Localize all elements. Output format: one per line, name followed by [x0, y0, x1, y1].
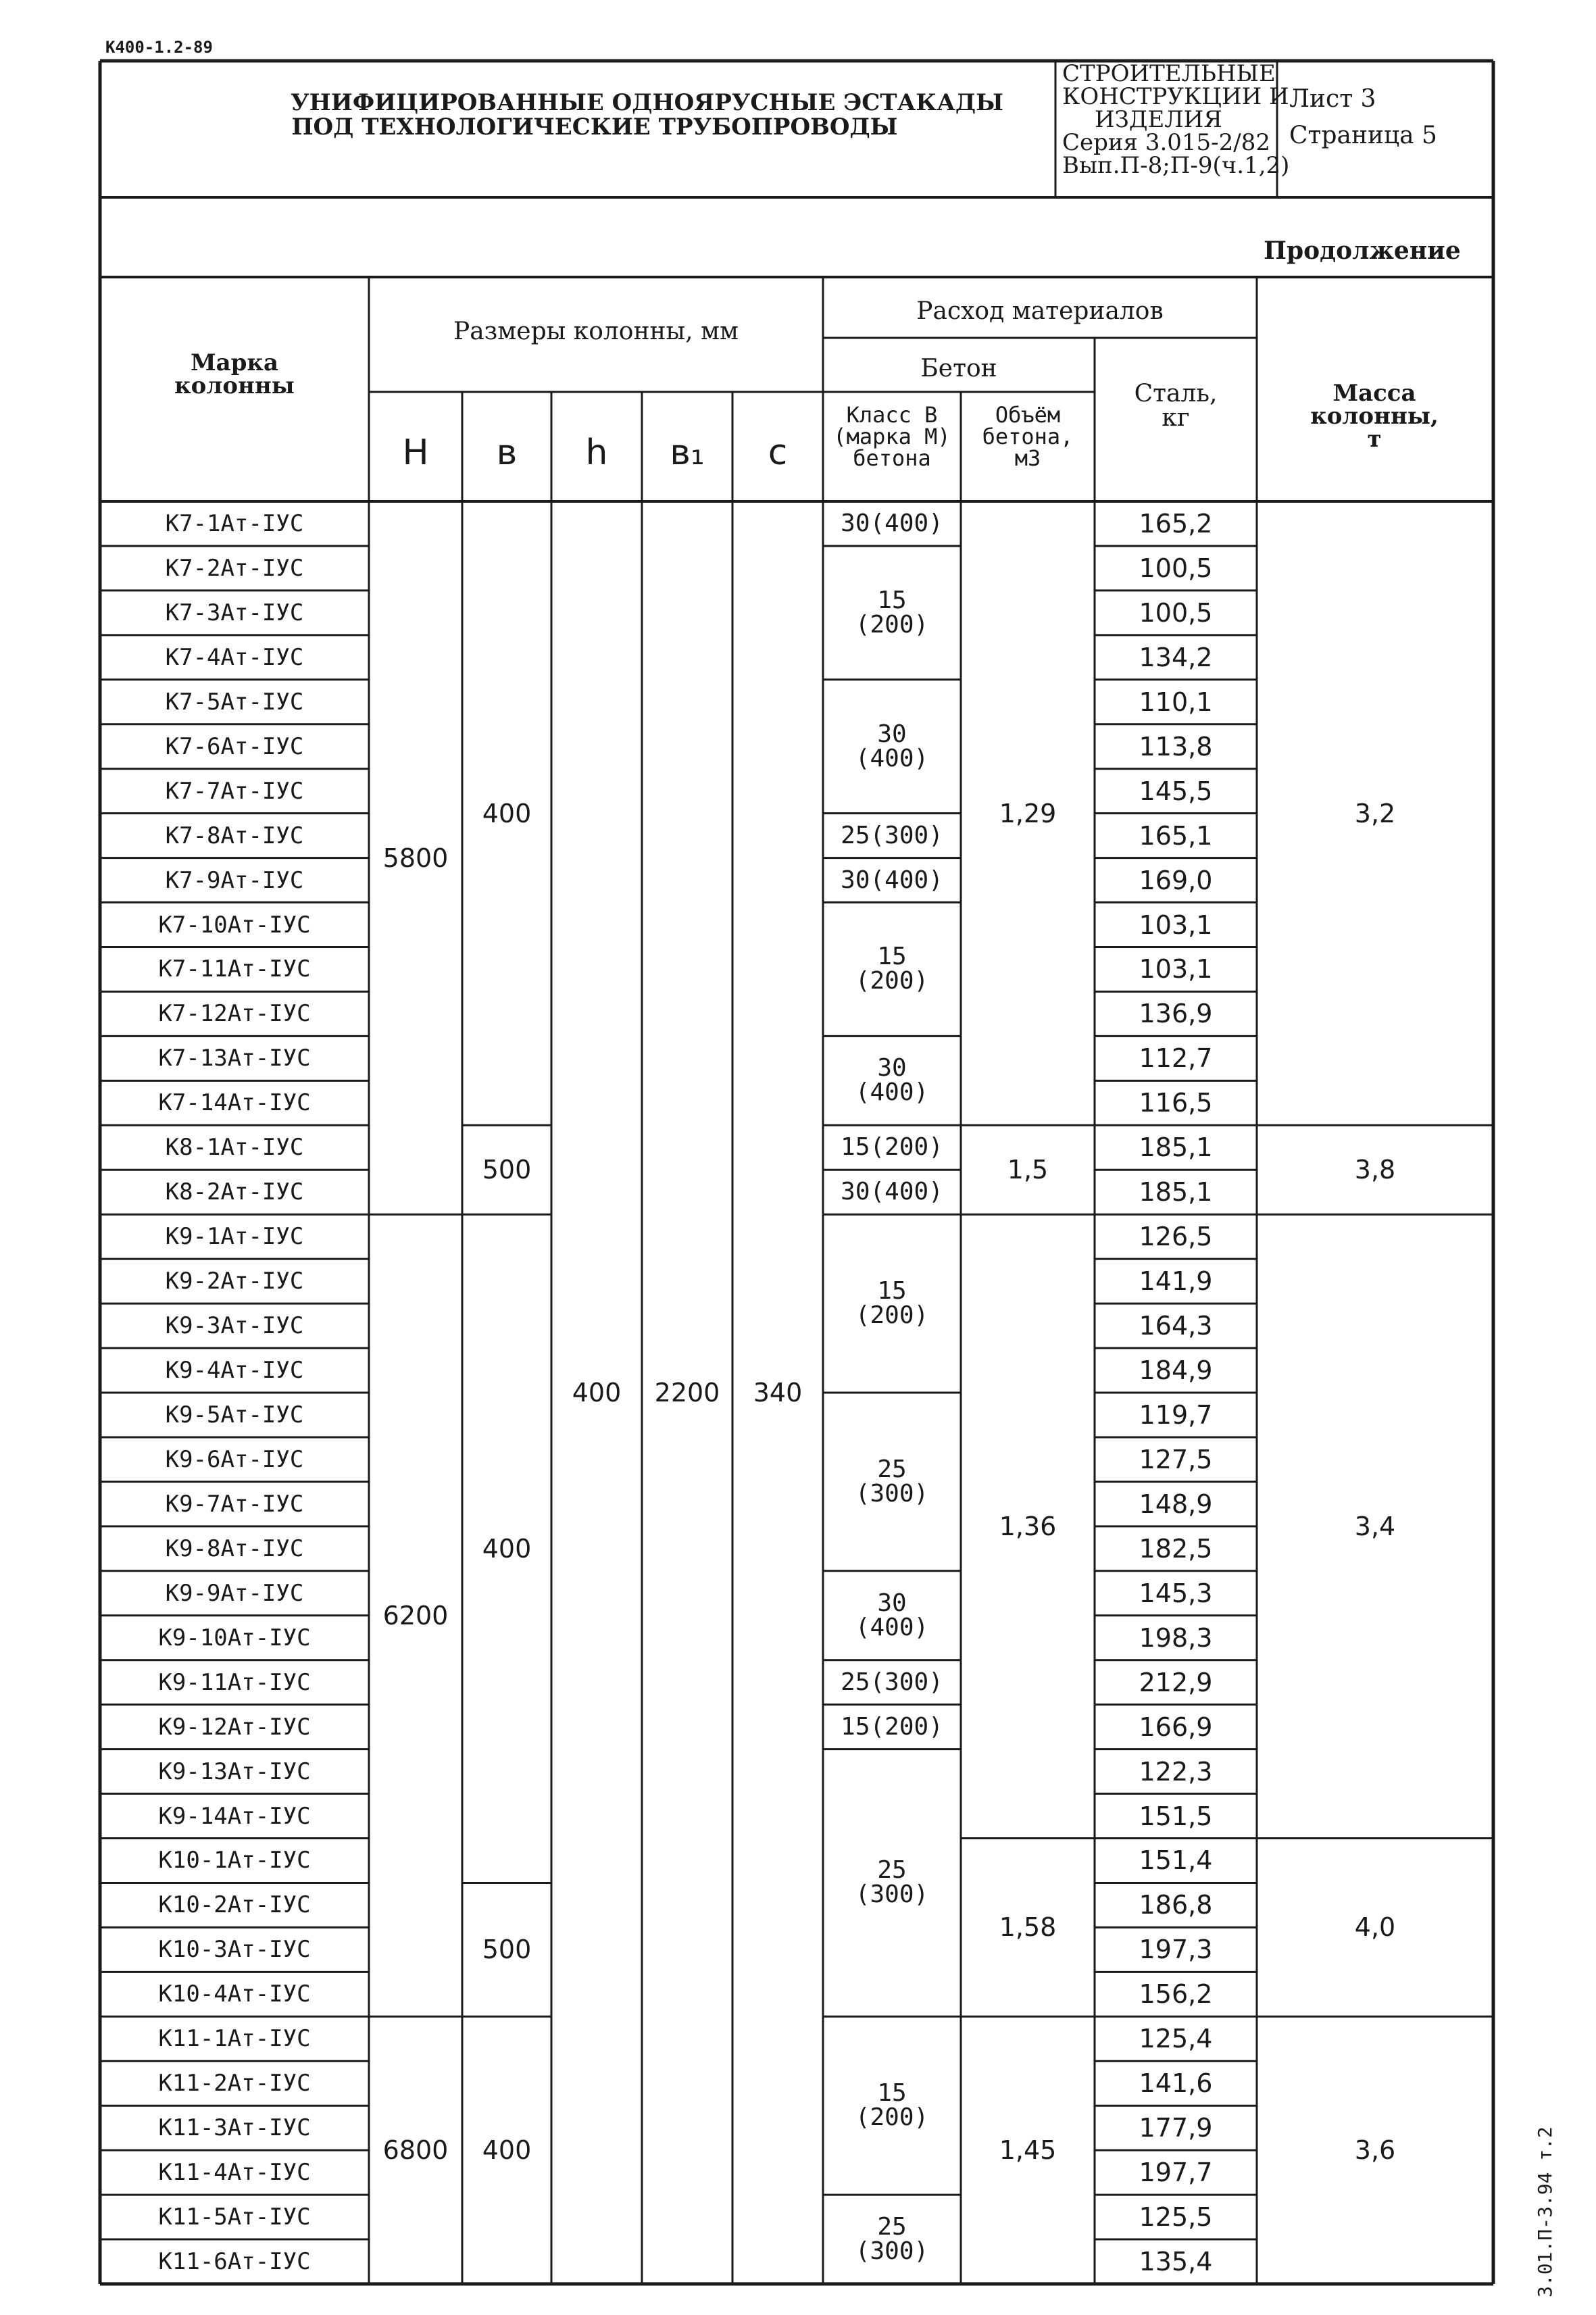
concrete-class-value: 25(300) [841, 821, 943, 849]
steel-value: 113,8 [1139, 731, 1213, 762]
concrete-class-value: 15(200) [841, 1133, 943, 1162]
continuation-label: Продолжение [1264, 237, 1461, 265]
width-b-value: 400 [482, 798, 532, 828]
column-mark: К7-13Ат-IУС [158, 1045, 311, 1072]
concrete-volume-value: 1,36 [999, 1511, 1057, 1541]
steel-value: 136,9 [1139, 999, 1213, 1029]
column-mark: К9-13Ат-IУС [158, 1758, 311, 1785]
column-mark: К9-12Ат-IУС [158, 1713, 311, 1741]
column-mark: К9-1Ат-IУС [165, 1223, 304, 1251]
concrete-class-value: 25 (300) [855, 1455, 929, 1508]
concrete-class-value: 30 (400) [855, 1589, 929, 1641]
steel-value: 125,4 [1139, 2024, 1213, 2054]
column-mark: К7-9Ат-IУС [165, 866, 304, 894]
concrete-class-value: 30(400) [841, 1178, 943, 1206]
document-code: К400-1.2-89 [105, 38, 213, 57]
column-mark: К9-4Ат-IУС [165, 1357, 304, 1385]
column-mark: К7-5Ат-IУС [165, 688, 304, 716]
sheet-number: Лист 3 [1289, 85, 1376, 113]
steel-value: 197,7 [1139, 2158, 1213, 2188]
header-b: в [496, 432, 518, 473]
height-H-value: 6800 [382, 2135, 449, 2166]
steel-value: 141,9 [1139, 1266, 1213, 1297]
concrete-class-value: 30 (400) [855, 720, 929, 772]
column-mark: К7-14Ат-IУС [158, 1089, 311, 1117]
column-mark: К9-2Ат-IУС [165, 1268, 304, 1295]
title-line-2: ПОД ТЕХНОЛОГИЧЕСКИЕ ТРУБОПРОВОДЫ [291, 113, 898, 141]
header-concrete: Бетон [920, 355, 997, 382]
column-mark: К8-2Ат-IУС [165, 1178, 304, 1206]
column-mark: К9-3Ат-IУС [165, 1312, 304, 1340]
column-mark: К8-1Ат-IУС [165, 1134, 304, 1162]
header-b1: в₁ [670, 432, 705, 473]
column-mark: К11-2Ат-IУС [158, 2070, 311, 2097]
column-mark: К9-6Ат-IУС [165, 1445, 304, 1473]
steel-value: 185,1 [1139, 1132, 1213, 1163]
document-title [291, 89, 1003, 141]
column-mark: К7-2Ат-IУС [165, 554, 304, 582]
steel-value: 134,2 [1139, 642, 1213, 672]
steel-value: 164,3 [1139, 1311, 1213, 1341]
series-line-4: Серия 3.015-2/82 [1062, 129, 1270, 156]
column-mark: К9-7Ат-IУС [165, 1490, 304, 1518]
steel-value: 169,0 [1139, 865, 1213, 895]
concrete-class-value: 15 (200) [855, 2079, 929, 2132]
page-number: Страница 5 [1289, 122, 1437, 149]
concrete-class-value: 30 (400) [855, 1054, 929, 1107]
steel-value: 145,3 [1139, 1578, 1213, 1608]
column-mark: К11-1Ат-IУС [158, 2025, 311, 2053]
steel-value: 182,5 [1139, 1533, 1213, 1564]
steel-value: 110,1 [1139, 687, 1213, 717]
header-steel: Сталь, кг [1134, 380, 1218, 432]
header-mark: Марка колонны [174, 349, 295, 399]
concrete-class-value: 25(300) [841, 1668, 943, 1696]
column-mass-value: 3,2 [1354, 798, 1396, 828]
concrete-class-value: 30(400) [841, 509, 943, 537]
steel-value: 148,9 [1139, 1489, 1213, 1519]
steel-value: 165,1 [1139, 820, 1213, 851]
column-mark: К10-2Ат-IУС [158, 1891, 311, 1919]
width-b-value: 400 [482, 2135, 532, 2166]
column-mass-value: 3,4 [1354, 1511, 1396, 1541]
column-mark: К11-4Ат-IУС [158, 2159, 311, 2187]
steel-value: 125,5 [1139, 2202, 1213, 2233]
column-mark: К9-5Ат-IУС [165, 1401, 304, 1428]
steel-value: 197,3 [1139, 1935, 1213, 1965]
header-concrete-volume: Объём бетона, м3 [982, 402, 1074, 471]
column-mark: К7-11Ат-IУС [158, 955, 311, 983]
concrete-class-value: 15 (200) [855, 586, 929, 639]
column-mark: К10-3Ат-IУС [158, 1936, 311, 1964]
steel-value: 145,5 [1139, 776, 1213, 806]
column-mark: К9-11Ат-IУС [158, 1668, 311, 1696]
steel-value: 119,7 [1139, 1399, 1213, 1430]
header-h: h [585, 432, 608, 473]
steel-value: 151,4 [1139, 1845, 1213, 1876]
steel-value: 212,9 [1139, 1667, 1213, 1697]
concrete-class-value: 30(400) [841, 866, 943, 894]
column-mark: К9-14Ат-IУС [158, 1802, 311, 1830]
concrete-volume-value: 1,5 [1007, 1155, 1049, 1185]
steel-value: 185,1 [1139, 1177, 1213, 1208]
series-line-1: СТРОИТЕЛЬНЫЕ [1062, 60, 1276, 87]
height-H-value: 6200 [382, 1600, 449, 1631]
column-mark: К11-5Ат-IУС [158, 2204, 311, 2231]
side-code: 3.01.П-3.94 т.2 [1534, 2126, 1556, 2297]
concrete-volume-value: 1,29 [999, 798, 1057, 828]
steel-value: 186,8 [1139, 1890, 1213, 1920]
width-b-value: 400 [482, 1533, 532, 1564]
steel-value: 100,5 [1139, 597, 1213, 628]
depth-h-value: 400 [572, 1378, 622, 1408]
steel-value: 156,2 [1139, 1979, 1213, 2010]
concrete-class-value: 15 (200) [855, 943, 929, 995]
column-mass-value: 3,6 [1354, 2135, 1396, 2166]
title-line-1: УНИФИЦИРОВАННЫЕ ОДНОЯРУСНЫЕ ЭСТАКАДЫ [291, 89, 1003, 116]
steel-value: 165,2 [1139, 508, 1213, 539]
column-mark: К7-8Ат-IУС [165, 822, 304, 849]
steel-value: 100,5 [1139, 553, 1213, 583]
column-mass-value: 3,8 [1354, 1155, 1396, 1185]
steel-value: 116,5 [1139, 1088, 1213, 1118]
column-mark: К11-3Ат-IУС [158, 2114, 311, 2142]
column-mark: К7-6Ат-IУС [165, 732, 304, 760]
steel-value: 126,5 [1139, 1222, 1213, 1252]
column-mark: К7-3Ат-IУС [165, 599, 304, 626]
steel-value: 112,7 [1139, 1043, 1213, 1074]
offset-c-value: 340 [753, 1378, 803, 1408]
width-b-value: 500 [482, 1155, 532, 1185]
series-block [1062, 62, 1289, 177]
concrete-class-value: 25 (300) [855, 1856, 929, 1909]
steel-value: 184,9 [1139, 1355, 1213, 1386]
steel-value: 135,4 [1139, 2247, 1213, 2277]
column-mark: К10-4Ат-IУС [158, 1981, 311, 2008]
width-b-value: 500 [482, 1935, 532, 1965]
steel-value: 141,6 [1139, 2068, 1213, 2099]
header-dimensions: Размеры колонны, мм [453, 318, 739, 345]
column-mark: К10-1Ат-IУС [158, 1847, 311, 1874]
series-line-2: КОНСТРУКЦИИ И [1062, 83, 1289, 110]
header-H: Н [402, 432, 429, 473]
width-b1-value: 2200 [654, 1378, 720, 1408]
column-mark: К9-9Ат-IУС [165, 1579, 304, 1607]
concrete-volume-value: 1,58 [999, 1912, 1057, 1943]
steel-value: 177,9 [1139, 2113, 1213, 2143]
steel-value: 151,5 [1139, 1801, 1213, 1831]
header-mass: Масса колонны, т [1310, 380, 1439, 453]
steel-value: 103,1 [1139, 910, 1213, 940]
concrete-class-value: 25 (300) [855, 2213, 929, 2266]
column-mark: К7-1Ат-IУС [165, 509, 304, 537]
column-mark: К9-8Ат-IУС [165, 1535, 304, 1562]
series-line-5: Вып.П-8;П-9(ч.1,2) [1062, 152, 1290, 179]
header-materials: Расход материалов [916, 297, 1164, 325]
column-mark: К7-7Ат-IУС [165, 777, 304, 805]
concrete-class-value: 15(200) [841, 1712, 943, 1741]
steel-value: 198,3 [1139, 1622, 1213, 1653]
concrete-class-value: 15 (200) [855, 1277, 929, 1330]
column-mass-value: 4,0 [1354, 1912, 1396, 1943]
series-line-3: ИЗДЕЛИЯ [1095, 106, 1222, 133]
column-mark: К9-10Ат-IУС [158, 1624, 311, 1651]
column-mark: К11-6Ат-IУС [158, 2248, 311, 2276]
concrete-volume-value: 1,45 [999, 2135, 1057, 2166]
header-concrete-class: Класс В (марка М) бетона [833, 402, 951, 471]
steel-value: 103,1 [1139, 954, 1213, 985]
column-mark: К7-4Ат-IУС [165, 643, 304, 671]
steel-value: 127,5 [1139, 1444, 1213, 1474]
header-c: с [768, 432, 788, 473]
column-mark: К7-10Ат-IУС [158, 911, 311, 939]
steel-value: 166,9 [1139, 1712, 1213, 1742]
height-H-value: 5800 [382, 843, 449, 873]
column-mark: К7-12Ат-IУС [158, 1000, 311, 1028]
steel-value: 122,3 [1139, 1756, 1213, 1787]
